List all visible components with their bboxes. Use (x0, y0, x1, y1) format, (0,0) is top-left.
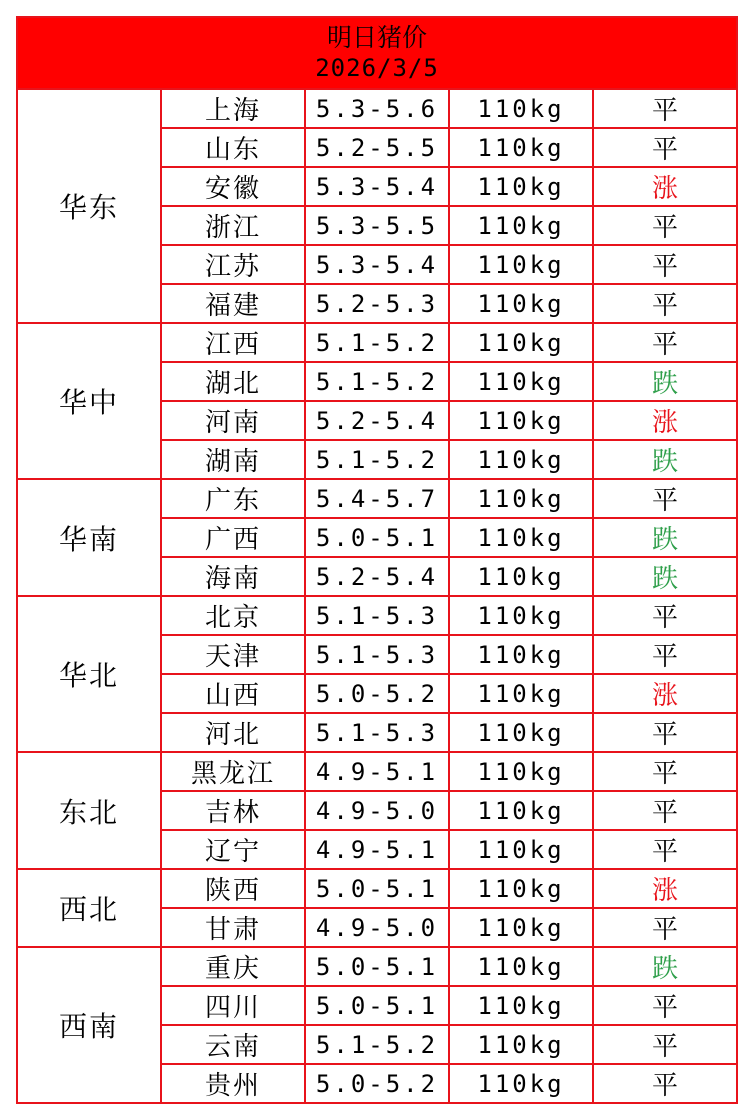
province-cell: 贵州 (161, 1064, 305, 1103)
province-cell: 山西 (161, 674, 305, 713)
weight-cell: 110kg (449, 479, 593, 518)
price-cell: 5.0-5.1 (305, 986, 449, 1025)
table-row (17, 479, 737, 518)
trend-cell: 平 (593, 1064, 737, 1103)
trend-cell: 涨 (593, 869, 737, 908)
province-cell: 安徽 (161, 167, 305, 206)
weight-cell: 110kg (449, 557, 593, 596)
trend-cell: 跌 (593, 557, 737, 596)
trend-cell: 平 (593, 1025, 737, 1064)
province-cell: 上海 (161, 89, 305, 128)
weight-cell: 110kg (449, 752, 593, 791)
province-cell: 黑龙江 (161, 752, 305, 791)
weight-cell: 110kg (449, 869, 593, 908)
province-cell: 湖北 (161, 362, 305, 401)
table-header (17, 17, 737, 89)
trend-cell: 平 (593, 752, 737, 791)
trend-cell: 平 (593, 284, 737, 323)
province-cell: 广西 (161, 518, 305, 557)
table-row (17, 596, 737, 635)
table-title: 明日猪价 (327, 23, 428, 52)
price-cell: 5.1-5.3 (305, 713, 449, 752)
price-cell: 5.2-5.5 (305, 128, 449, 167)
trend-cell: 跌 (593, 362, 737, 401)
pig-price-table (16, 16, 738, 1104)
province-cell: 天津 (161, 635, 305, 674)
province-cell: 北京 (161, 596, 305, 635)
trend-cell: 涨 (593, 167, 737, 206)
province-cell: 重庆 (161, 947, 305, 986)
region-cell: 东北 (17, 752, 161, 869)
weight-cell: 110kg (449, 128, 593, 167)
weight-cell: 110kg (449, 635, 593, 674)
region-cell: 西北 (17, 869, 161, 947)
region-cell: 华南 (17, 479, 161, 596)
region-cell: 华中 (17, 323, 161, 479)
table-body (17, 17, 737, 1103)
trend-cell: 涨 (593, 674, 737, 713)
province-cell: 江西 (161, 323, 305, 362)
region-cell: 华北 (17, 596, 161, 752)
table-date: 2026/3/5 (315, 54, 439, 82)
province-cell: 福建 (161, 284, 305, 323)
trend-cell: 平 (593, 479, 737, 518)
province-cell: 山东 (161, 128, 305, 167)
region-cell: 西南 (17, 947, 161, 1103)
price-cell: 5.0-5.1 (305, 869, 449, 908)
weight-cell: 110kg (449, 830, 593, 869)
trend-cell: 平 (593, 128, 737, 167)
province-cell: 吉林 (161, 791, 305, 830)
trend-cell: 跌 (593, 518, 737, 557)
price-cell: 5.1-5.2 (305, 440, 449, 479)
province-cell: 浙江 (161, 206, 305, 245)
weight-cell: 110kg (449, 89, 593, 128)
price-cell: 4.9-5.1 (305, 830, 449, 869)
trend-cell: 平 (593, 245, 737, 284)
header-row (17, 17, 737, 89)
weight-cell: 110kg (449, 206, 593, 245)
trend-cell: 平 (593, 791, 737, 830)
price-cell: 5.1-5.2 (305, 362, 449, 401)
weight-cell: 110kg (449, 518, 593, 557)
province-cell: 四川 (161, 986, 305, 1025)
trend-cell: 平 (593, 596, 737, 635)
weight-cell: 110kg (449, 362, 593, 401)
weight-cell: 110kg (449, 947, 593, 986)
price-cell: 5.0-5.1 (305, 518, 449, 557)
province-cell: 江苏 (161, 245, 305, 284)
weight-cell: 110kg (449, 1025, 593, 1064)
trend-cell: 平 (593, 986, 737, 1025)
price-cell: 5.1-5.3 (305, 635, 449, 674)
weight-cell: 110kg (449, 401, 593, 440)
table-row (17, 323, 737, 362)
trend-cell: 平 (593, 89, 737, 128)
price-cell: 4.9-5.1 (305, 752, 449, 791)
price-cell: 5.0-5.2 (305, 1064, 449, 1103)
trend-cell: 平 (593, 323, 737, 362)
weight-cell: 110kg (449, 1064, 593, 1103)
province-cell: 河北 (161, 713, 305, 752)
province-cell: 辽宁 (161, 830, 305, 869)
table-row (17, 89, 737, 128)
table-row (17, 752, 737, 791)
province-cell: 云南 (161, 1025, 305, 1064)
price-cell: 5.0-5.1 (305, 947, 449, 986)
trend-cell: 跌 (593, 440, 737, 479)
province-cell: 湖南 (161, 440, 305, 479)
trend-cell: 平 (593, 635, 737, 674)
weight-cell: 110kg (449, 440, 593, 479)
table-row (17, 947, 737, 986)
trend-cell: 平 (593, 206, 737, 245)
weight-cell: 110kg (449, 167, 593, 206)
province-cell: 陕西 (161, 869, 305, 908)
price-cell: 4.9-5.0 (305, 791, 449, 830)
price-cell: 5.1-5.2 (305, 323, 449, 362)
province-cell: 甘肃 (161, 908, 305, 947)
trend-cell: 平 (593, 908, 737, 947)
price-cell: 5.3-5.5 (305, 206, 449, 245)
price-cell: 5.1-5.2 (305, 1025, 449, 1064)
trend-cell: 平 (593, 830, 737, 869)
trend-cell: 跌 (593, 947, 737, 986)
province-cell: 广东 (161, 479, 305, 518)
region-cell: 华东 (17, 89, 161, 323)
price-cell: 5.2-5.3 (305, 284, 449, 323)
weight-cell: 110kg (449, 791, 593, 830)
price-cell: 5.4-5.7 (305, 479, 449, 518)
weight-cell: 110kg (449, 908, 593, 947)
province-cell: 海南 (161, 557, 305, 596)
price-cell: 5.3-5.4 (305, 167, 449, 206)
price-cell: 5.2-5.4 (305, 557, 449, 596)
trend-cell: 平 (593, 713, 737, 752)
price-cell: 5.1-5.3 (305, 596, 449, 635)
province-cell: 河南 (161, 401, 305, 440)
table-row (17, 869, 737, 908)
weight-cell: 110kg (449, 986, 593, 1025)
weight-cell: 110kg (449, 674, 593, 713)
price-cell: 5.2-5.4 (305, 401, 449, 440)
price-cell: 4.9-5.0 (305, 908, 449, 947)
weight-cell: 110kg (449, 596, 593, 635)
trend-cell: 涨 (593, 401, 737, 440)
price-cell: 5.0-5.2 (305, 674, 449, 713)
weight-cell: 110kg (449, 323, 593, 362)
weight-cell: 110kg (449, 284, 593, 323)
weight-cell: 110kg (449, 713, 593, 752)
price-cell: 5.3-5.4 (305, 245, 449, 284)
weight-cell: 110kg (449, 245, 593, 284)
price-cell: 5.3-5.6 (305, 89, 449, 128)
